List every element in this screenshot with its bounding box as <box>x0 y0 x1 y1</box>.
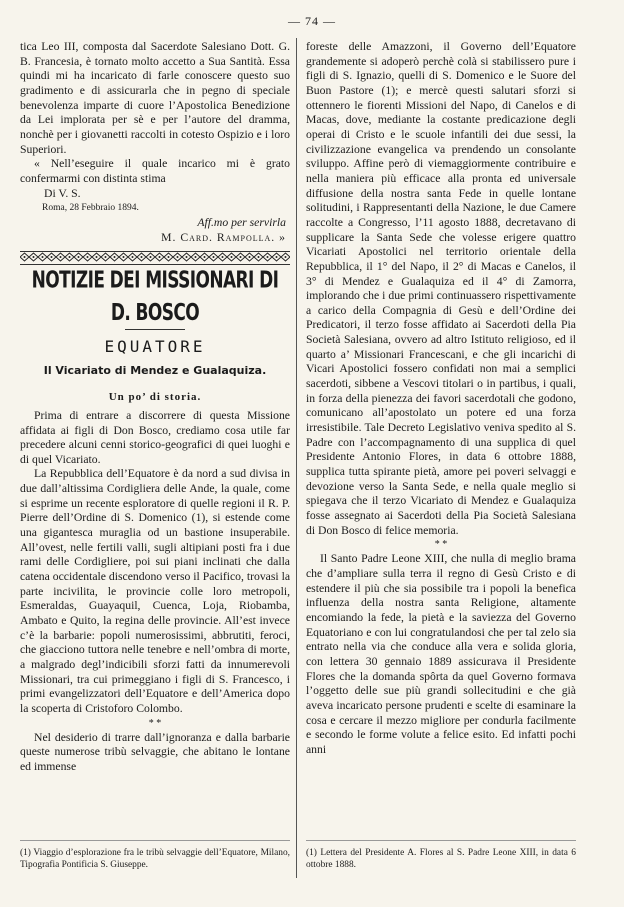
vicariate-heading: Il Vicariato di Mendez e Gualaquiza. <box>43 364 267 378</box>
body-paragraph: Prima di entrare a discorrere di questa Missione affidata ai figli di Don Bosco, crediamo cosa utile far precedere alcuni cenni storico-geografici di quei luoghi e di quel Vicariato. <box>20 408 290 466</box>
ornamental-divider <box>20 251 290 265</box>
letter-salutation: Di V. S. <box>44 186 81 200</box>
letter-paragraph: tica Leo III, composta dal Sacerdote Salesiano Dott. G. B. Francesia, è tornato molto accetto a Sua Santità. Essa quindi mi ha incaricato di farle conoscere questo suo gradimento e di assicurarla che in pegno di speciale benevolenza imparte di cuore l’Apostolica Benedizione da Lei implorata per sè e per l’autore del dramma, nonchè per i giovanetti raccolti in cotesto Ospizio e i loro Superiori. <box>20 40 290 156</box>
section-heading: NOTIZIE DEI MISSIONARI DI D. BOSCO <box>31 267 279 327</box>
letter-date: Roma, 28 Febbraio 1894. <box>42 203 139 214</box>
section-asterisks: * * <box>434 539 448 551</box>
right-column <box>306 40 576 758</box>
section-asterisks: * * <box>148 717 162 729</box>
body-paragraph: La Repubblica dell’Equatore è da nord a sud divisa in due dall’altissima Cordigliera delle Ande, la quale, come si esprime un recente esploratore di quelle regioni il R. P. Pierre dell’Ordine di S. Domenico (1), si estende come una gigantesca muraglia od un bastione insuperabile. All’ovest, nelle fertili valli, sugli altipiani posti fra i due rami delle Cordigliere, poi sui piani inclinati che dalla catena occidentale discendono verso il Pacifico, trovasi la parte incivilita, le provincie colle loro metropoli, Esmeraldas, Guayaquil, Cuenca, Loja, Riobamba, Ambato e Quito, la regina delle provincie. All’est invece c’è la barbarie: popoli numerosissimi, abbrutiti, feroci, che giacciono tuttora nelle tenebre e nell’ombra di morte, a malgrado degl’indicibili sforzi fatti da innumerevoli Missionari, tra cui primeggiano i figli di S. Francesco, i primi evangelizzatori dell’Equatore e dell’America dopo la scoperta di Cristoforo Colombo. <box>20 467 291 715</box>
page-number: — 74 — <box>288 14 336 28</box>
column-divider <box>296 38 297 878</box>
body-paragraph: Nel desiderio di trarre dall’ignoranza e dalla barbarie queste numerose tribù selvaggie, che abitano le lontane ed immense <box>20 730 290 773</box>
footnote: (1) Lettera del Presidente A. Flores al S. Padre Leone XIII, in data 6 ottobre 1888. <box>306 848 576 870</box>
country-heading: EQUATORE <box>104 337 206 357</box>
body-paragraph: Il Santo Padre Leone XIII, che nulla di meglio brama che d’ampliare sulla terra il regno di Gesù Cristo e di estendere il più che sia possibile tra i popoli la benefica influenza della nostra santa Religione, altamente encomiando la fede, la pietà e la saviezza del Governo Equatoriano e con lui congratulandosi che per tal zelo sia entrato nella via che conduce alla vera e solida gloria, con lettera 30 gennaio 1889 assicurava il Presidente Flores che la domanda spôrta da quel Governo formava l’oggetto delle sue più grandi sollecitudini e che già aveva incaricato persone prudenti e scelte di esaminare la cosa e cercare il mezzo migliore per condurla facilmente e secondo le forme volute a felice esito. Ed infatti pochi anni <box>306 552 576 756</box>
body-paragraph: foreste delle Amazzoni, il Governo dell’Equatore grandemente si adoperò perchè colà si stabilissero pure i figli di S. Ignazio, quelli di S. Domenico e le Suore del Buon Pastore (1); e mercè questi salutari sforzi si ottennero le fiorenti Missioni del Napo, di Canelos e di Macas, dove, mediante la costante predicazione degli operai di Cristo e le scuole infantili dei due sessi, la civilizzazione evangelica va prendendo un consolante sviluppo. Affine però di viemaggiormente contribuire e nella maniera più efficace alla pronta ed universale diffusione della nostra santa Fede in quelle lontane solitudini, i Rappresentanti della Nazione, le due Camere raccolte a Congresso, l’11 agosto 1888, decretavano di supplicare la Santa Sede che volesse erigere quattro Vicariati Apostolici nel territorio orientale della Repubblica, il 1° del Napo, il 2° di Macas e Canelos, il 3° di Mendez e Gualaquiza ed il 4° di Zamorra, implorando che i due primi continuassero rispettivamente a carico della Compagnia di Gesù e dell’Ordine dei Predicatori, il terzo fosse affidato ai Sacerdoti della Pia Società Salesiana, ovvero ad altro Istituto religioso, ed il quarto a’ Missionari Francescani, e che gli incarichi di Vicari Apostolici fossero confidati non mai a semplici sacerdoti, sibbene a Vescovi titolari o in partibus, i quali, in forza della pienezza dei favori sacerdotali che godono, comunicano all’apostolato un potere ed una forza irresistibile. Tale Decreto Legislativo veniva spedito al S. Padre con l’accompagnamento di una supplica di quel Presidente Antonio Flores, in data 6 ottobre 1888, supplica tutta spirante pietà, amore pei poveri selvaggi e devozione verso la Santa Sede, e nella quale meglio si spiegava che il terzo Vicariato di Mendez e Gualaquiza fosse assegnato ai Sacerdoti della Pia Società Salesiana di Don Bosco di felice memoria. <box>306 40 576 537</box>
footnote-rule <box>306 840 576 841</box>
letter-signoff: Aff.mo per servirla <box>197 215 286 229</box>
footnote: (1) Viaggio d’esplorazione fra le tribù selvaggie dell’Equatore, Milano, Tipografia Pontificia S. Giuseppe. <box>20 848 290 870</box>
footnote-rule <box>20 840 290 841</box>
left-column <box>20 40 290 775</box>
letter-signature: M. Card. Rampolla. » <box>161 230 286 244</box>
history-subheading: Un po’ di storia. <box>108 391 202 404</box>
letter-closing: « Nell’eseguire il quale incarico mi è grato confermarmi con distinta stima <box>20 157 290 185</box>
